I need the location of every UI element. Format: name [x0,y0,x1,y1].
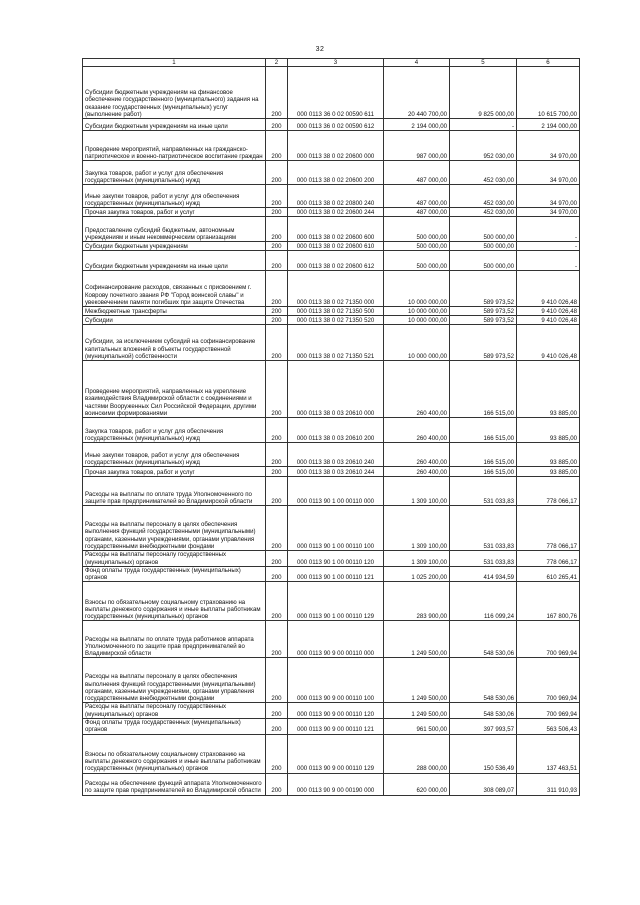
row-approved-amount: 1 309 100,00 [384,551,450,567]
row-unexecuted-amount: 167 800,76 [517,582,580,621]
table-row [83,443,580,467]
row-description: Проведение мероприятий, направленных на укрепление взаимодействия Владимирской области с соединениями и частями Вооруженных Сил Российской Федерации, другими воинскими формированиями [83,361,266,418]
row-budget-code: 000 0113 38 0 02 71350 000 [288,271,384,307]
table-row [83,307,580,316]
budget-table-body [83,59,580,796]
row-approved-amount: 1 309 100,00 [384,506,450,551]
row-approved-amount: 1 309 100,00 [384,477,450,506]
row-unexecuted-amount: - [517,217,580,242]
row-executed-amount: 589 973,52 [450,316,517,325]
row-executed-amount: 531 033,83 [450,477,517,506]
row-line-code: 200 [266,242,288,251]
row-unexecuted-amount: 137 463,51 [517,734,580,773]
row-budget-code: 000 0113 38 0 02 20600 200 [288,161,384,185]
row-description: Взносы по обязательному социальному страхованию на выплаты денежного содержания и иные выплаты работникам государственных (муниципальных) органов [83,582,266,621]
row-approved-amount: 10 000 000,00 [384,325,450,361]
row-unexecuted-amount: 9 410 026,48 [517,325,580,361]
row-line-code: 200 [266,325,288,361]
row-approved-amount: 260 400,00 [384,467,450,477]
table-row [83,361,580,418]
row-unexecuted-amount: 311 910,93 [517,773,580,795]
row-executed-amount: 531 033,83 [450,506,517,551]
row-description: Расходы на выплаты по оплате труда Уполномоченного по защите прав предпринимателей во Владимирской области [83,477,266,506]
table-row [83,551,580,567]
row-line-code: 200 [266,251,288,271]
row-unexecuted-amount: 610 265,41 [517,566,580,582]
row-budget-code: 000 0113 90 9 00 00110 120 [288,703,384,719]
row-description: Расходы на выплаты по оплате труда работников аппарата Уполномоченного по защите прав предпринимателей во Владимирской области [83,621,266,658]
row-approved-amount: 283 900,00 [384,582,450,621]
row-approved-amount: 620 000,00 [384,773,450,795]
row-approved-amount: 260 400,00 [384,418,450,443]
row-budget-code: 000 0113 90 9 00 00110 121 [288,719,384,735]
row-line-code: 200 [266,477,288,506]
row-line-code: 200 [266,316,288,325]
row-budget-code: 000 0113 90 9 00 00110 100 [288,658,384,703]
row-executed-amount: 397 993,57 [450,719,517,735]
row-unexecuted-amount: 93 885,00 [517,467,580,477]
row-description: Расходы на выплаты персоналу в целях обеспечения выполнения функций государственными (муниципальными) органами, казенными учреждениями, органами управления государственными внебюджетными фондами [83,658,266,703]
row-description: Иные закупки товаров, работ и услуг для обеспечения государственных (муниципальных) нужд [83,443,266,467]
row-budget-code: 000 0113 90 1 00 00110 000 [288,477,384,506]
row-executed-amount: 548 530,06 [450,621,517,658]
row-unexecuted-amount: 93 885,00 [517,418,580,443]
row-description: Закупка товаров, работ и услуг для обеспечения государственных (муниципальных) нужд [83,161,266,185]
table-row [83,217,580,242]
row-unexecuted-amount: 9 410 026,48 [517,271,580,307]
header-col-4: 4 [384,59,450,67]
row-description: Субсидии, за исключением субсидий на софинансирование капитальных вложений в объекты государственной (муниципальной) собственности [83,325,266,361]
row-executed-amount: 589 973,52 [450,325,517,361]
row-unexecuted-amount: 34 970,00 [517,208,580,217]
row-unexecuted-amount: 700 969,94 [517,621,580,658]
row-approved-amount: 260 400,00 [384,443,450,467]
row-approved-amount: 10 000 000,00 [384,307,450,316]
row-line-code: 200 [266,551,288,567]
row-approved-amount: 487 000,00 [384,161,450,185]
row-description: Фонд оплаты труда государственных (муниципальных) органов [83,566,266,582]
row-approved-amount: 20 440 700,00 [384,67,450,119]
row-description: Прочая закупка товаров, работ и услуг [83,467,266,477]
row-budget-code: 000 0113 90 1 00 00110 129 [288,582,384,621]
row-line-code: 200 [266,443,288,467]
table-row [83,242,580,251]
row-approved-amount: 487 000,00 [384,185,450,208]
row-unexecuted-amount: 34 970,00 [517,131,580,161]
row-budget-code: 000 0113 36 0 02 00590 611 [288,67,384,119]
row-unexecuted-amount: 700 969,94 [517,703,580,719]
row-line-code: 200 [266,566,288,582]
row-unexecuted-amount: 34 970,00 [517,185,580,208]
row-budget-code: 000 0113 90 9 00 00110 129 [288,734,384,773]
row-description: Расходы на выплаты персоналу государственных (муниципальных) органов [83,703,266,719]
row-approved-amount: 260 400,00 [384,361,450,418]
row-executed-amount: 952 030,00 [450,131,517,161]
row-description: Расходы на выплаты персоналу в целях обеспечения выполнения функций государственными (муниципальными) органами, казенными учреждениями, органами управления государственными внебюджетными фондами [83,506,266,551]
row-unexecuted-amount: 700 969,94 [517,658,580,703]
table-row [83,773,580,795]
table-row [83,251,580,271]
row-description: Фонд оплаты труда государственных (муниципальных) органов [83,719,266,735]
row-approved-amount: 500 000,00 [384,251,450,271]
row-executed-amount: 500 000,00 [450,242,517,251]
row-budget-code: 000 0113 38 0 02 20600 600 [288,217,384,242]
row-approved-amount: 500 000,00 [384,217,450,242]
row-approved-amount: 10 000 000,00 [384,316,450,325]
row-unexecuted-amount: 10 615 700,00 [517,67,580,119]
row-line-code: 200 [266,703,288,719]
row-executed-amount: 166 515,00 [450,443,517,467]
row-line-code: 200 [266,307,288,316]
row-approved-amount: 487 000,00 [384,208,450,217]
row-line-code: 200 [266,217,288,242]
row-approved-amount: 1 249 500,00 [384,703,450,719]
row-unexecuted-amount: - [517,242,580,251]
row-approved-amount: 10 000 000,00 [384,271,450,307]
row-unexecuted-amount: 2 194 000,00 [517,119,580,131]
table-row [83,582,580,621]
row-line-code: 200 [266,185,288,208]
table-row [83,131,580,161]
row-budget-code: 000 0113 90 9 00 00190 000 [288,773,384,795]
row-description: Субсидии бюджетным учреждениям [83,242,266,251]
table-row [83,161,580,185]
row-line-code: 200 [266,773,288,795]
row-line-code: 200 [266,208,288,217]
row-line-code: 200 [266,467,288,477]
row-line-code: 200 [266,658,288,703]
table-row [83,566,580,582]
row-line-code: 200 [266,719,288,735]
row-executed-amount: 589 973,52 [450,271,517,307]
row-line-code: 200 [266,67,288,119]
row-executed-amount: - [450,119,517,131]
header-col-3: 3 [288,59,384,67]
row-description: Софинансирование расходов, связанных с присвоением г. Коврову почетного звания РФ "Город воинской славы" и увековечением памяти погибших при защите Отечества [83,271,266,307]
row-budget-code: 000 0113 38 0 03 20610 240 [288,443,384,467]
table-row [83,271,580,307]
table-row [83,719,580,735]
row-budget-code: 000 0113 38 0 03 20610 200 [288,418,384,443]
row-executed-amount: 452 030,00 [450,185,517,208]
row-approved-amount: 1 249 500,00 [384,658,450,703]
row-line-code: 200 [266,361,288,418]
row-unexecuted-amount: 93 885,00 [517,443,580,467]
table-row [83,418,580,443]
row-unexecuted-amount: 563 506,43 [517,719,580,735]
row-line-code: 200 [266,582,288,621]
row-budget-code: 000 0113 90 1 00 00110 100 [288,506,384,551]
row-executed-amount: 166 515,00 [450,361,517,418]
table-row [83,119,580,131]
table-row [83,316,580,325]
row-description: Взносы по обязательному социальному страхованию на выплаты денежного содержания и иные выплаты работникам государственных (муниципальных) органов [83,734,266,773]
row-executed-amount: 166 515,00 [450,418,517,443]
table-row [83,208,580,217]
row-budget-code: 000 0113 38 0 02 71350 521 [288,325,384,361]
row-line-code: 200 [266,131,288,161]
row-executed-amount: 150 536,49 [450,734,517,773]
row-description: Субсидии бюджетным учреждениям на финансовое обеспечение государственного (муниципального) задания на оказание государственных (муниципальных) услуг (выполнение работ) [83,67,266,119]
header-col-2: 2 [266,59,288,67]
row-approved-amount: 1 025 200,00 [384,566,450,582]
table-row [83,67,580,119]
row-budget-code: 000 0113 38 0 02 20600 000 [288,131,384,161]
row-executed-amount: 308 089,07 [450,773,517,795]
table-row [83,734,580,773]
row-executed-amount: 500 000,00 [450,251,517,271]
row-line-code: 200 [266,271,288,307]
row-description: Предоставление субсидий бюджетным, автономным учреждениям и иным некоммерческим организациям [83,217,266,242]
row-line-code: 200 [266,418,288,443]
table-row [83,477,580,506]
row-executed-amount: 548 530,06 [450,658,517,703]
row-approved-amount: 288 000,00 [384,734,450,773]
row-executed-amount: 9 825 000,00 [450,67,517,119]
row-budget-code: 000 0113 38 0 03 20610 000 [288,361,384,418]
row-description: Расходы на выплаты персоналу государственных (муниципальных) органов [83,551,266,567]
row-approved-amount: 500 000,00 [384,242,450,251]
row-executed-amount: 531 033,83 [450,551,517,567]
row-budget-code: 000 0113 90 1 00 00110 120 [288,551,384,567]
row-line-code: 200 [266,734,288,773]
row-approved-amount: 961 500,00 [384,719,450,735]
row-description: Субсидии бюджетным учреждениям на иные цели [83,251,266,271]
table-row [83,703,580,719]
row-unexecuted-amount: - [517,251,580,271]
row-unexecuted-amount: 778 066,17 [517,477,580,506]
row-executed-amount: 116 099,24 [450,582,517,621]
row-unexecuted-amount: 778 066,17 [517,506,580,551]
budget-table [82,58,580,796]
row-description: Закупка товаров, работ и услуг для обеспечения государственных (муниципальных) нужд [83,418,266,443]
row-description: Расходы на обеспечение функций аппарата Уполномоченного по защите прав предпринимателей во Владимирской области [83,773,266,795]
row-executed-amount: 500 000,00 [450,217,517,242]
table-row [83,185,580,208]
row-executed-amount: 414 934,59 [450,566,517,582]
row-budget-code: 000 0113 90 9 00 00110 000 [288,621,384,658]
row-unexecuted-amount: 9 410 026,48 [517,316,580,325]
header-col-6: 6 [517,59,580,67]
row-line-code: 200 [266,506,288,551]
row-approved-amount: 2 194 000,00 [384,119,450,131]
row-description: Межбюджетные трансферты [83,307,266,316]
row-budget-code: 000 0113 38 0 02 71350 500 [288,307,384,316]
row-unexecuted-amount: 93 885,00 [517,361,580,418]
row-description: Субсидии [83,316,266,325]
row-executed-amount: 166 515,00 [450,467,517,477]
table-row [83,658,580,703]
page-number: 32 [315,46,325,53]
table-row [83,325,580,361]
row-line-code: 200 [266,119,288,131]
row-line-code: 200 [266,621,288,658]
row-executed-amount: 589 973,52 [450,307,517,316]
row-budget-code: 000 0113 38 0 02 20600 612 [288,251,384,271]
row-executed-amount: 452 030,00 [450,208,517,217]
row-description: Иные закупки товаров, работ и услуг для обеспечения государственных (муниципальных) нужд [83,185,266,208]
row-budget-code: 000 0113 38 0 03 20610 244 [288,467,384,477]
row-budget-code: 000 0113 90 1 00 00110 121 [288,566,384,582]
row-budget-code: 000 0113 38 0 02 20800 240 [288,185,384,208]
table-header-row [83,59,580,67]
row-line-code: 200 [266,161,288,185]
row-budget-code: 000 0113 38 0 02 20600 244 [288,208,384,217]
row-description: Проведение мероприятий, направленных на гражданско-патриотическое и военно-патриотическое воспитание граждан [83,131,266,161]
row-unexecuted-amount: 34 970,00 [517,161,580,185]
table-row [83,467,580,477]
row-description: Прочая закупка товаров, работ и услуг [83,208,266,217]
row-description: Субсидии бюджетным учреждениям на иные цели [83,119,266,131]
row-approved-amount: 987 000,00 [384,131,450,161]
row-executed-amount: 548 530,06 [450,703,517,719]
row-unexecuted-amount: 9 410 026,48 [517,307,580,316]
row-unexecuted-amount: 778 066,17 [517,551,580,567]
row-budget-code: 000 0113 38 0 02 20600 610 [288,242,384,251]
row-executed-amount: 452 030,00 [450,161,517,185]
row-budget-code: 000 0113 36 0 02 00590 612 [288,119,384,131]
header-col-5: 5 [450,59,517,67]
row-budget-code: 000 0113 38 0 02 71350 520 [288,316,384,325]
row-approved-amount: 1 249 500,00 [384,621,450,658]
header-col-1: 1 [83,59,266,67]
table-row [83,506,580,551]
table-row [83,621,580,658]
